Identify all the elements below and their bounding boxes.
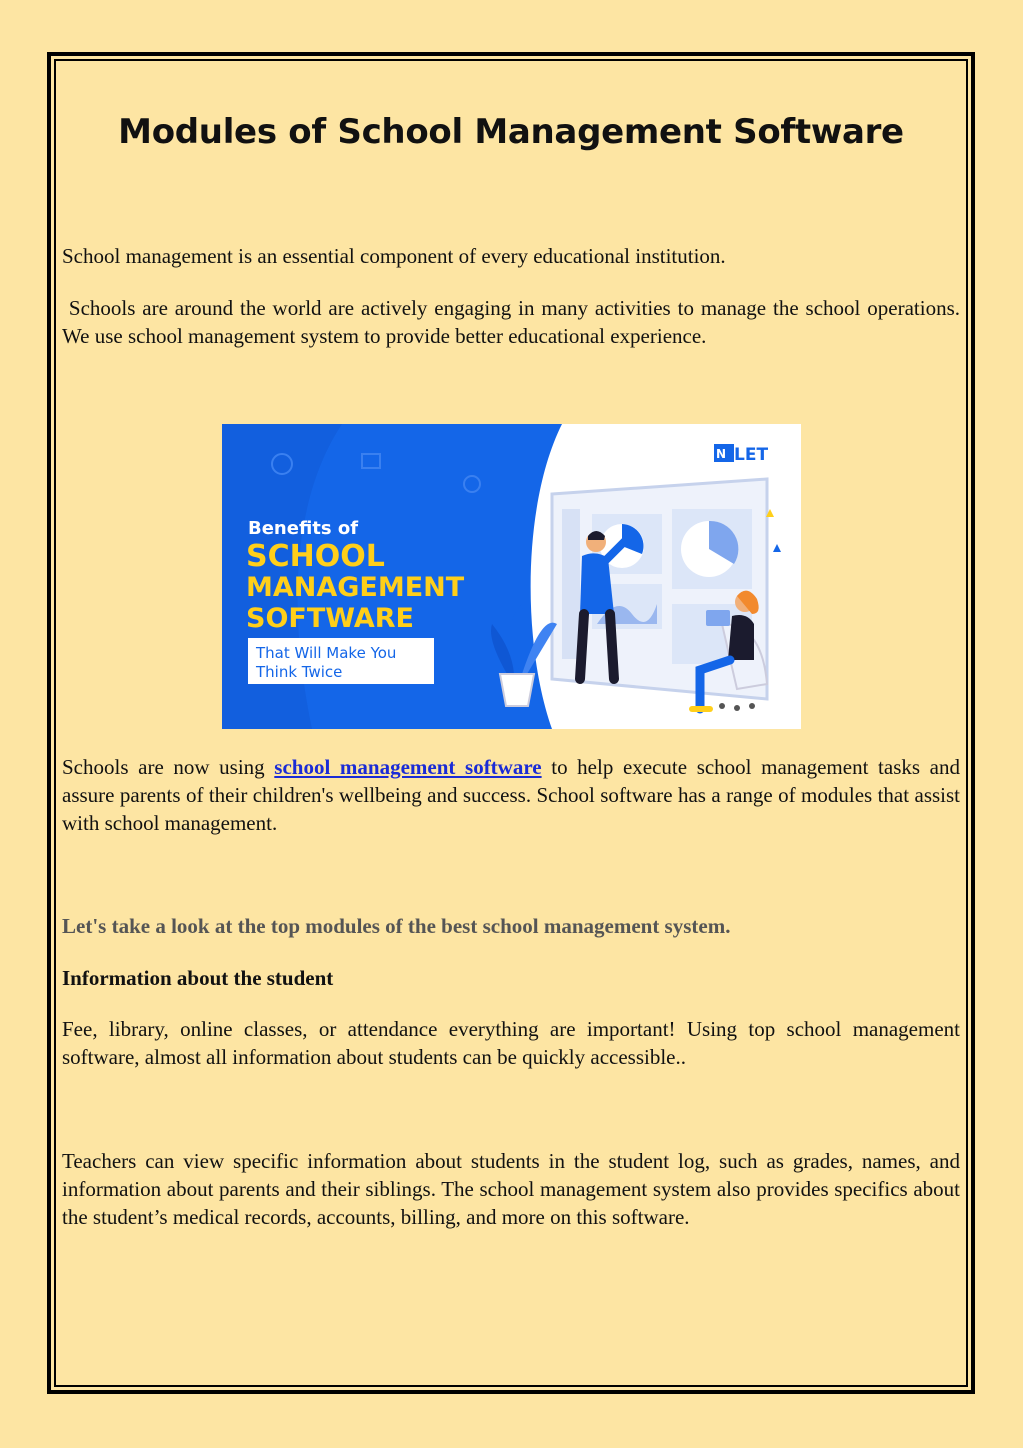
banner-line1: Benefits of bbox=[248, 518, 359, 539]
logo-text: LET bbox=[734, 445, 769, 465]
banner-line3: MANAGEMENT bbox=[246, 572, 465, 603]
paragraph-teachers: Teachers can view specific information about students in the student log, such as grades, names, and information about parents and their siblings. The school management system also provides specifics about the student’s medical records, accounts, billing, and more on this software. bbox=[62, 1149, 960, 1229]
school-management-software-link[interactable]: school management software bbox=[274, 755, 542, 779]
banner-line2: SCHOOL bbox=[246, 539, 385, 574]
svg-text:N: N bbox=[716, 447, 727, 461]
banner-tagline1: That Will Make You bbox=[256, 644, 397, 662]
paragraph-student-info: Fee, library, online classes, or attendance everything are important! Using top school management software, almost all information about students can be quickly accessible.. bbox=[62, 1017, 960, 1069]
banner-image bbox=[222, 424, 801, 729]
section-intro: Let's take a look at the top modules of the best school management system. bbox=[62, 914, 731, 938]
paragraph-text: to help execute school management tasks and assure parents of their children's wellbeing and success. School software has a range of modules that assist with school management. bbox=[62, 755, 960, 835]
paragraph-operations: Schools are around the world are actively engaging in many activities to manage the school operations. We use school management system to provide better educational experience. bbox=[62, 296, 965, 348]
paragraph-software-usage bbox=[62, 753, 960, 837]
banner-illustration bbox=[222, 424, 801, 729]
page-title: Modules of School Management Software bbox=[118, 112, 904, 152]
banner-tagline2: Think Twice bbox=[256, 663, 343, 681]
paragraph-intro: School management is an essential component of every educational institution. bbox=[62, 244, 726, 268]
paragraph-text: Schools are now using bbox=[62, 755, 275, 779]
nlet-logo bbox=[714, 444, 768, 465]
banner-line4: SOFTWARE bbox=[246, 603, 414, 634]
section-heading: Information about the student bbox=[62, 966, 334, 990]
